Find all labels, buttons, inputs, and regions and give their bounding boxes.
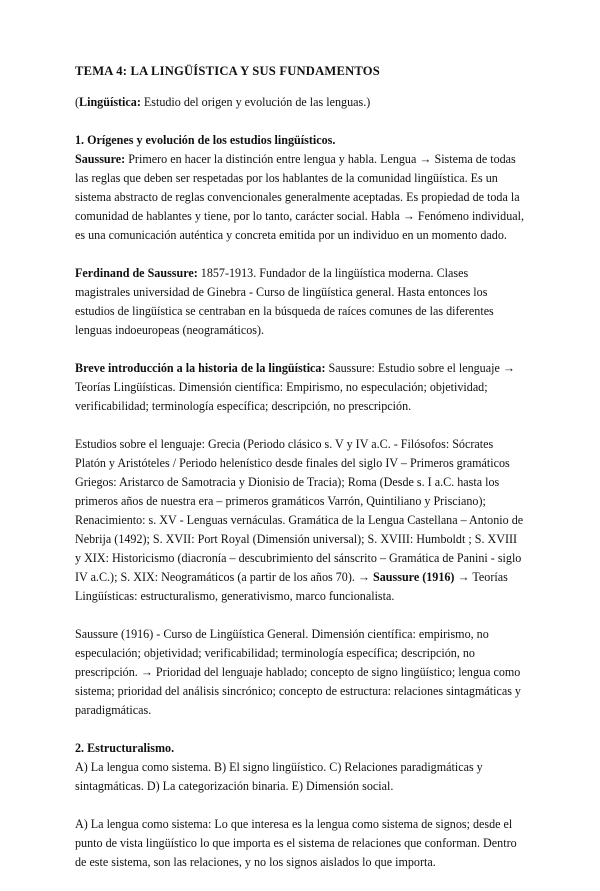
breve-text: Saussure: Estudio sobre el lenguaje → Teorías Lingüísticas. Dimensión científica: Empirismo, no especulación; objetividad; verificabilidad; terminología específica; descripción, no prescripción.: [75, 361, 515, 413]
section-1-heading: 1. Orígenes y evolución de los estudios lingüísticos.: [75, 133, 336, 147]
saussure-1916-paragraph: Saussure (1916) - Curso de Lingüística General. Dimensión científica: empirismo, no especulación; objetividad; verificabilidad; terminología específica; descripción, no prescripción. → Prioridad del lenguaje hablado; concepto de signo lingüístico; lengua como sistema; prioridad del análisis sincrónico; concepto de estructura: relaciones sintagmáticas y paradigmáticas.: [75, 627, 521, 717]
section-2-heading: 2. Estructuralismo.: [75, 741, 175, 755]
estudios-text: Estudios sobre el lenguaje: Grecia (Periodo clásico s. V y IV a.C. - Filósofos: Sócrates Platón y Aristóteles / Periodo helenístico desde finales del siglo IV – Primeros gramáticos Griegos: Aristarco de Samotracia y Dionisio de Tracia); Roma (Desde s. I a.C. hasta los primeros años de nuestra era – primeros gramáticos Varrón, Quintiliano y Prisciano); Renacimiento: s. XV - Lenguas vernáculas. Gramática de la Lengua Castellana – Antonio de Nebrija (1492); S. XVII: Port Royal (Dimensión universal); S. XVIII: Humboldt ; S. XVIII y XIX: Historicismo (diacronía – descubrimiento del sánscrito – Gramática de Panini - siglo IV a.C.); S. XIX: Neogramáticos (a partir de los años 70). →: [75, 437, 524, 584]
section-2-a-paragraph: A) La lengua como sistema: Lo que interesa es la lengua como sistema de signos; desde el punto de vista lingüístico lo que importa es el sistema de relaciones que conforman. Dentro de este sistema, son las relaciones, y no los signos aislados lo que importa.: [75, 817, 517, 869]
ferdinand-term: Ferdinand de Saussure:: [75, 266, 198, 280]
estudios-tail: → Teorías Lingüísticas: estructuralismo, generativismo, marco funcionalista.: [75, 570, 508, 603]
saussure-paragraph: [75, 150, 525, 245]
section-1-intro: [75, 131, 525, 245]
ferdinand-paragraph: [75, 264, 525, 340]
ferdinand-text: 1857-1913. Fundador de la lingüística moderna. Clases magistrales universidad de Ginebra - Curso de lingüística general. Hasta entonces los estudios de lingüística se centraban en la búsqueda de raíces comunes de las diferentes lenguas indoeuropeas (neogramáticos).: [75, 266, 494, 337]
breve-paragraph: [75, 359, 525, 416]
definition-text: Estudio del origen y evolución de las lenguas.): [140, 95, 371, 109]
definition-term: Lingüística:: [79, 95, 141, 109]
section-2-list: A) La lengua como sistema. B) El signo lingüístico. C) Relaciones paradigmáticas y sintagmáticas. D) La categorización binaria. E) Dimensión social.: [75, 760, 483, 793]
definition-paragraph: [75, 93, 525, 112]
section-2-intro: [75, 739, 525, 796]
estudios-bold: Saussure (1916): [373, 570, 455, 584]
saussure-text: Primero en hacer la distinción entre lengua y habla. Lengua → Sistema de todas las reglas que deben ser respetadas por los hablantes de la comunidad lingüística. Es un sistema abstracto de reglas convencionales generalmente aceptadas. Es propiedad de toda la comunidad de hablantes y tiene, por lo tanto, carácter social. Habla → Fenómeno individual, es una comunicación auténtica y concreta emitida por un individuo en un momento dado.: [75, 152, 525, 242]
estudios-paragraph: [75, 435, 525, 606]
definition-open-paren: (: [75, 95, 80, 109]
document-page: [75, 62, 525, 891]
breve-term: Breve introducción a la historia de la lingüística:: [75, 361, 326, 375]
document-title: TEMA 4: LA LINGÜÍSTICA Y SUS FUNDAMENTOS: [75, 64, 380, 78]
saussure-term: Saussure:: [75, 152, 126, 166]
